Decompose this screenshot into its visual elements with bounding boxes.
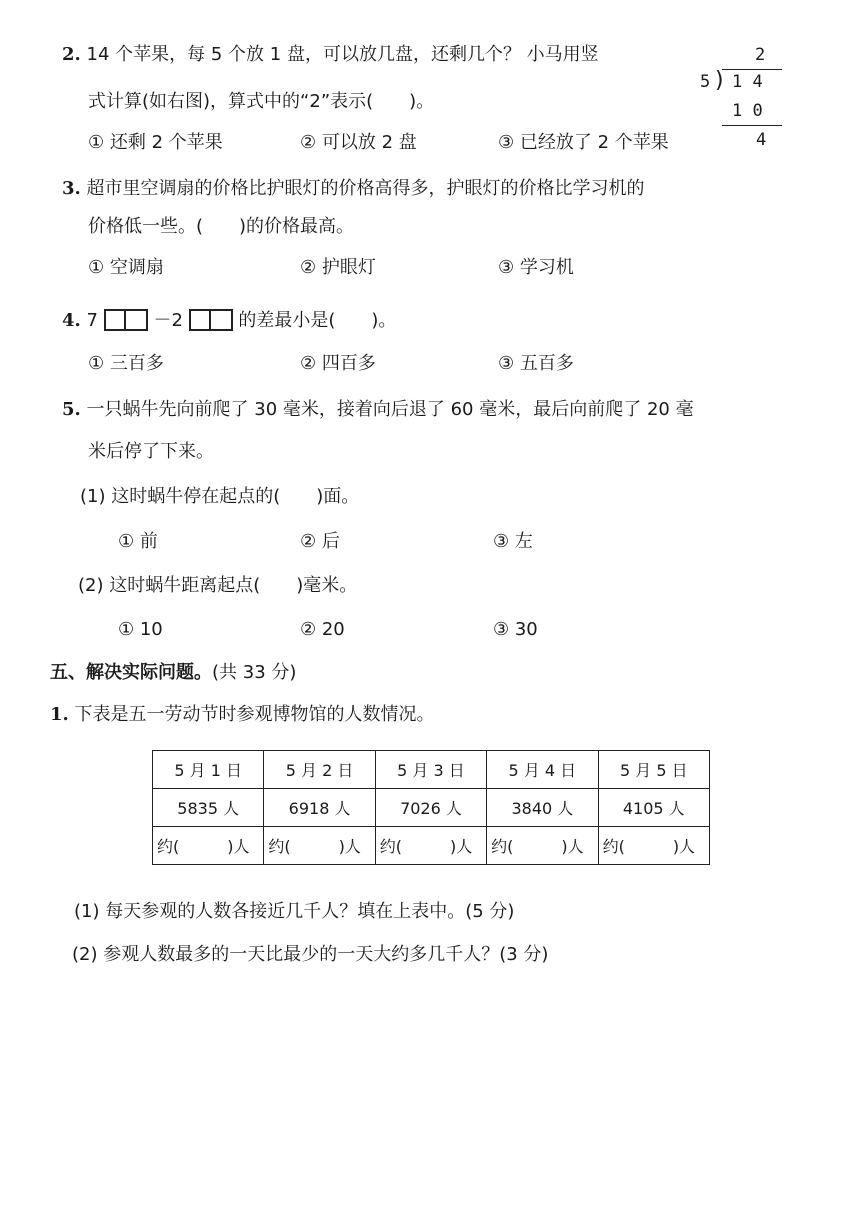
table-row-counts [153, 789, 710, 827]
question-3-line-1 [62, 180, 645, 198]
ld-bracket: ) [713, 68, 727, 93]
ld-bar [722, 69, 782, 70]
question-4-line [62, 309, 396, 331]
table-row-approx [153, 827, 710, 865]
approx-cell[interactable] [153, 827, 264, 865]
question-text: 14 个苹果，每 5 个放 1 盘，可以放几盘，还剩几个？ 小马用竖 [86, 44, 599, 65]
q4-digit-box[interactable] [189, 309, 211, 331]
approx-cell[interactable] [487, 827, 598, 865]
question-text: 超市里空调扇的价格比护眼灯的价格高得多，护眼灯的价格比学习机的 [86, 178, 645, 199]
section-heading [50, 664, 296, 682]
q4-option-3[interactable]: ③ 五百多 [498, 353, 574, 374]
q5-sub1-option-1[interactable]: ① 前 [118, 531, 158, 552]
date-cell: 5 月 4 日 [487, 751, 598, 789]
approx-prefix: 约( [602, 837, 625, 856]
table-row-dates [153, 751, 710, 789]
q3-option-2[interactable]: ② 护眼灯 [300, 257, 376, 278]
date-cell: 5 月 5 日 [598, 751, 709, 789]
question-3-line-2: 价格低一些。( )的价格最高。 [88, 216, 355, 237]
q4-digit-box[interactable] [104, 309, 126, 331]
approx-suffix: )人 [561, 837, 584, 856]
count-cell: 4105 人 [598, 789, 709, 827]
ld-line [722, 125, 782, 126]
ld-quotient: 2 [755, 45, 766, 65]
q3-option-1[interactable]: ① 空调扇 [88, 257, 164, 278]
question-5-line-2: 米后停了下来。 [88, 441, 214, 462]
q2-option-3[interactable]: ③ 已经放了 2 个苹果 [498, 132, 669, 153]
approx-prefix: 约( [268, 837, 291, 856]
problem-1-sub-1: (1) 每天参观的人数各接近几千人？填在上表中。(5 分) [74, 901, 515, 922]
q4-option-2[interactable]: ② 四百多 [300, 353, 376, 374]
approx-suffix: )人 [227, 837, 250, 856]
q5-sub2-option-1[interactable]: ① 10 [118, 619, 163, 640]
question-number: 2. [62, 44, 81, 65]
date-cell: 5 月 2 日 [264, 751, 375, 789]
q4-option-1[interactable]: ① 三百多 [88, 353, 164, 374]
count-cell: 5835 人 [153, 789, 264, 827]
approx-cell[interactable] [264, 827, 375, 865]
question-number: 5. [62, 399, 81, 420]
count-cell: 3840 人 [487, 789, 598, 827]
q5-sub1-option-2[interactable]: ② 后 [300, 531, 340, 552]
q5-sub-2: (2) 这时蜗牛距离起点( )毫米。 [78, 575, 358, 596]
question-5-line-1 [62, 401, 694, 419]
count-cell: 7026 人 [375, 789, 486, 827]
ld-divisor: 5 [700, 72, 711, 92]
question-2-line-1 [62, 46, 599, 64]
visitors-table [152, 750, 710, 865]
ld-dividend: 1 4 [732, 72, 763, 92]
approx-cell[interactable] [375, 827, 486, 865]
q2-option-2[interactable]: ② 可以放 2 盘 [300, 132, 417, 153]
approx-cell[interactable] [598, 827, 709, 865]
approx-prefix: 约( [379, 837, 403, 856]
section-points: (共 33 分) [212, 662, 297, 683]
problem-1-line [50, 706, 435, 724]
approx-prefix: 约( [491, 837, 514, 856]
q5-sub2-option-2[interactable]: ② 20 [300, 619, 345, 640]
date-cell: 5 月 1 日 [153, 751, 264, 789]
question-number: 3. [62, 178, 81, 199]
q2-option-1[interactable]: ① 还剩 2 个苹果 [88, 132, 223, 153]
question-2-line-2: 式计算(如右图)，算式中的“2”表示( )。 [88, 91, 435, 112]
approx-prefix: 约( [157, 837, 180, 856]
ld-product: 1 0 [732, 101, 763, 121]
q4-minus-2: －2 [153, 310, 183, 331]
q3-option-3[interactable]: ③ 学习机 [498, 257, 574, 278]
q5-sub-1: (1) 这时蜗牛停在起点的( )面。 [80, 486, 360, 507]
q4-digit-7: 7 [86, 310, 98, 331]
approx-suffix: )人 [672, 837, 696, 856]
problem-text: 下表是五一劳动节时参观博物馆的人数情况。 [74, 704, 435, 725]
section-title: 五、解决实际问题。 [50, 662, 212, 683]
approx-suffix: )人 [450, 837, 473, 856]
q4-text: 的差最小是( )。 [238, 310, 397, 331]
problem-1-sub-2: (2) 参观人数最多的一天比最少的一天大约多几千人？(3 分) [72, 944, 549, 965]
approx-suffix: )人 [338, 837, 361, 856]
q4-digit-box[interactable] [211, 309, 233, 331]
q5-sub2-option-3[interactable]: ③ 30 [493, 619, 538, 640]
q4-digit-box[interactable] [126, 309, 148, 331]
question-text: 一只蜗牛先向前爬了 30 毫米，接着向后退了 60 毫米，最后向前爬了 20 毫 [86, 399, 694, 420]
count-cell: 6918 人 [264, 789, 375, 827]
question-number: 4. [62, 310, 81, 331]
problem-number: 1. [50, 704, 69, 725]
ld-remainder: 4 [756, 130, 767, 150]
date-cell: 5 月 3 日 [375, 751, 486, 789]
q5-sub1-option-3[interactable]: ③ 左 [493, 531, 533, 552]
